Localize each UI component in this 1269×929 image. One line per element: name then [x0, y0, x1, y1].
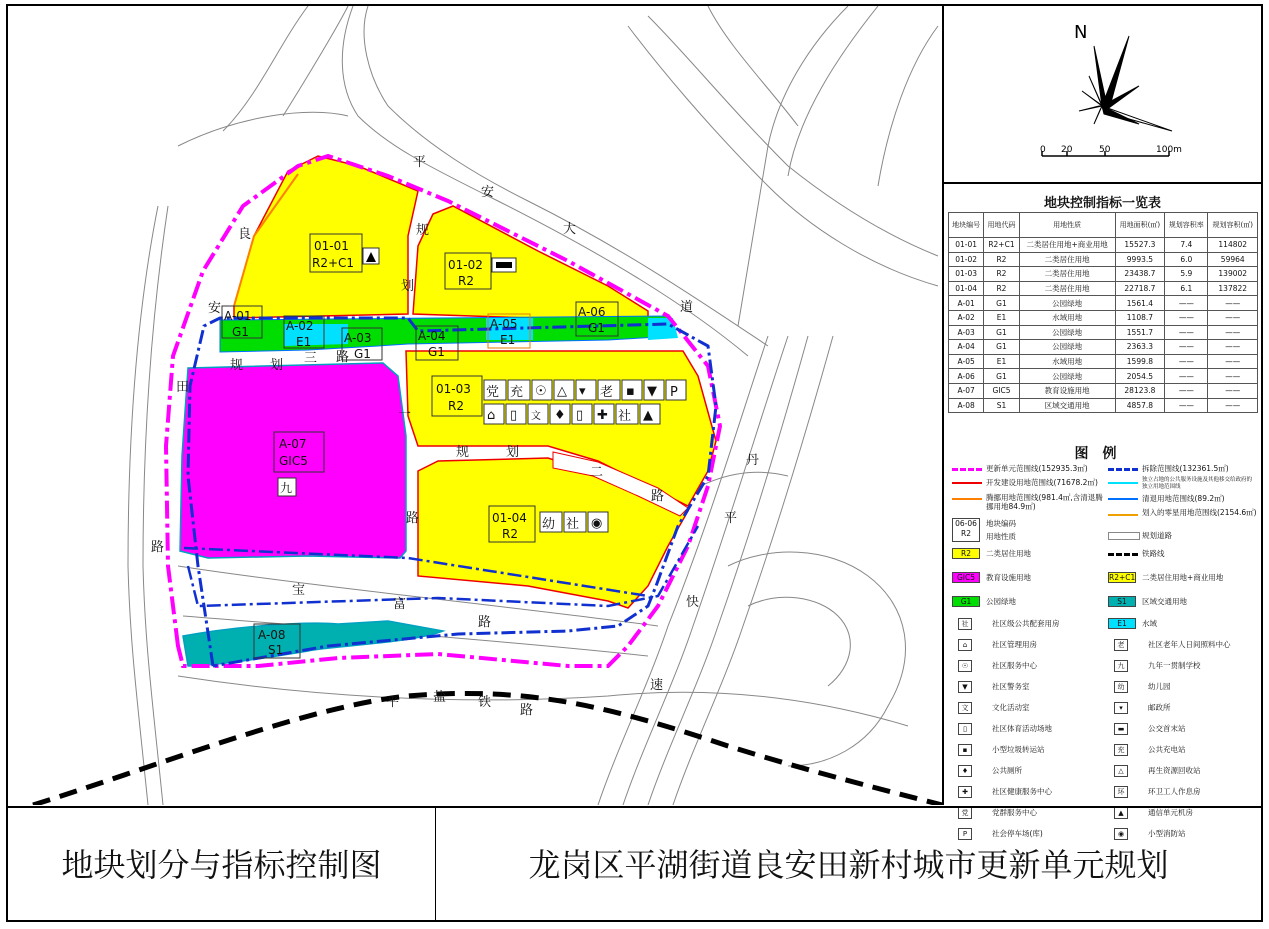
road-guihua3-4: 路 — [336, 350, 350, 365]
road-danping-3: 快 — [686, 595, 700, 610]
legend-facility-label: 文化活动室 — [992, 703, 1030, 712]
road-pingan-3: 大 — [563, 222, 577, 237]
toilet-icon: ♦ — [554, 408, 566, 423]
label-01-02-code: 01-02 — [448, 258, 483, 272]
table-cell: 1551.7 — [1115, 325, 1165, 340]
road-pingyan-3: 铁 — [478, 695, 492, 710]
facility-icons-0104 — [540, 512, 608, 532]
table-row — [949, 238, 1258, 253]
road-guihua1-1: 规 — [416, 223, 430, 238]
legend-landuse-label: 二类居住用地+商业用地 — [1142, 573, 1224, 582]
table-cell: R2+C1 — [984, 238, 1019, 253]
index-table — [948, 212, 1258, 413]
table-cell: —— — [1208, 296, 1258, 311]
table-cell: 1561.4 — [1115, 296, 1165, 311]
road-pingan-4: 道 — [680, 300, 694, 315]
table-cell: R2 — [984, 281, 1019, 296]
compass-rose — [944, 6, 1261, 182]
label-a04-use: G1 — [428, 345, 445, 359]
table-cell: 公园绿地 — [1019, 369, 1115, 384]
label-a07-use: GIC5 — [279, 454, 308, 468]
legend-facility-icon: 九 — [1114, 660, 1128, 672]
table-cell: —— — [1208, 354, 1258, 369]
road-liangan-2: 安 — [208, 301, 222, 316]
road-danping-1: 丹 — [746, 453, 760, 468]
legend-transfer-text: 腾挪用地范围线(981.4㎡,含清退腾挪用地84.9㎡) — [986, 493, 1103, 511]
table-cell: 23438.7 — [1115, 267, 1165, 282]
table-cell: 2054.5 — [1115, 369, 1165, 384]
legend-dev-line — [952, 482, 982, 484]
label-01-02-use: R2 — [458, 274, 474, 288]
label-01-01-use: R2+C1 — [312, 256, 355, 270]
table-cell: 15527.3 — [1115, 238, 1165, 253]
legend-facility-icon: ▲ — [1114, 807, 1128, 819]
road-danping-2: 平 — [724, 511, 738, 526]
road-liangan-1: 良 — [238, 227, 252, 242]
legend-demolition-text: 拆除范围线(132361.5㎡) — [1142, 464, 1229, 473]
table-cell: 公园绿地 — [1019, 296, 1115, 311]
table-cell: —— — [1165, 398, 1208, 413]
road-pingan-2: 安 — [481, 185, 495, 200]
legend-facility-icon: 环 — [1114, 786, 1128, 798]
table-header-2: 用地性质 — [1019, 213, 1115, 238]
legend-parcel-code-label: 地块编码 — [986, 519, 1016, 528]
road-danping-4: 速 — [650, 678, 664, 693]
road-liangan-4: 路 — [151, 540, 165, 555]
table-header-1: 用地代码 — [984, 213, 1019, 238]
legend-landuse-label: 二类居住用地 — [986, 549, 1031, 558]
legend-facility-icon: ▪ — [958, 744, 972, 756]
title-block — [8, 806, 1261, 922]
label-01-01-code: 01-01 — [314, 239, 349, 253]
table-cell: —— — [1208, 340, 1258, 355]
legend-facility-label: 九年一贯制学校 — [1148, 661, 1201, 670]
table-cell: —— — [1208, 369, 1258, 384]
table-row — [949, 281, 1258, 296]
table-cell: 水域用地 — [1019, 354, 1115, 369]
legend-facility-icon: ☉ — [958, 660, 972, 672]
road-guihua3-2: 划 — [270, 358, 284, 373]
police-icon: ▼ — [647, 384, 657, 399]
legend-landuse-swatch: GIC5 — [952, 572, 980, 583]
project-title: 龙岗区平湖街道良安田新村城市更新单元规划 — [528, 846, 1169, 884]
sports-field-icon-2: ▯ — [576, 408, 584, 423]
legend-facility-icon: P — [958, 828, 972, 840]
table-header-3: 用地面积(㎡) — [1115, 213, 1165, 238]
label-a08-code: A-08 — [258, 628, 286, 642]
table-row — [949, 310, 1258, 325]
table-cell: 01-03 — [949, 267, 984, 282]
table-cell: R2 — [984, 252, 1019, 267]
telecom-icon: ▲ — [643, 408, 653, 423]
road-pingyan-1: 平 — [386, 695, 400, 710]
school-icon: 九 — [280, 481, 293, 495]
table-cell: —— — [1165, 340, 1208, 355]
table-row — [949, 369, 1258, 384]
sports-field-icon: ▯ — [510, 408, 518, 423]
label-a05-use: E1 — [500, 333, 516, 347]
table-header-4: 规划容积率 — [1165, 213, 1208, 238]
table-cell: 01-01 — [949, 238, 984, 253]
road-pingan-1: 平 — [413, 155, 427, 170]
legend-facility-label: 幼儿园 — [1148, 682, 1171, 691]
table-cell: —— — [1165, 296, 1208, 311]
legend-facility-icon: ▼ — [958, 681, 972, 693]
table-cell: 公园绿地 — [1019, 340, 1115, 355]
legend-facility-label: 公共厕所 — [992, 766, 1022, 775]
label-a07-code: A-07 — [279, 437, 307, 451]
legend-facility-icon: 党 — [958, 807, 972, 819]
legend-landuse-swatch: E1 — [1108, 618, 1136, 629]
legend-landuse-swatch: R2 — [952, 548, 980, 559]
table-cell: 区域交通用地 — [1019, 398, 1115, 413]
legend-facility-icon: 幼 — [1114, 681, 1128, 693]
legend-facility-label: 社区管理用房 — [992, 640, 1037, 649]
legend-facility-label: 社区健康服务中心 — [992, 787, 1052, 796]
legend-scattered-text: 划入的零星用地范围线(2154.6㎡) — [1142, 508, 1257, 517]
label-01-04-use: R2 — [502, 527, 518, 541]
legend-public-line — [1108, 482, 1138, 484]
table-cell: —— — [1165, 325, 1208, 340]
table-row — [949, 354, 1258, 369]
legend-clear-line — [1108, 498, 1138, 500]
road-guihua3-1: 规 — [230, 358, 244, 373]
legend-facility-label: 社区服务中心 — [992, 661, 1037, 670]
legend-landuse-swatch: R2+C1 — [1109, 573, 1136, 582]
table-row — [949, 267, 1258, 282]
table-cell: G1 — [984, 369, 1019, 384]
legend-parcel-use-label: 用地性质 — [986, 532, 1016, 541]
legend-rail-label: 铁路线 — [1142, 549, 1165, 558]
table-cell: A-03 — [949, 325, 984, 340]
legend-facility-label: 社区体育活动场地 — [992, 724, 1052, 733]
table-cell: E1 — [984, 354, 1019, 369]
table-header-0: 地块编号 — [949, 213, 984, 238]
legend-scattered-line — [1108, 514, 1138, 516]
table-cell: 1108.7 — [1115, 310, 1165, 325]
table-cell: A-05 — [949, 354, 984, 369]
legend-rail-line — [1108, 553, 1138, 556]
road-guihua1-3: 一 — [398, 407, 412, 422]
table-row — [949, 252, 1258, 267]
table-row — [949, 296, 1258, 311]
bus-icon — [496, 262, 512, 268]
legend-parcel-code: 06-06 — [955, 519, 977, 528]
table-cell: 59964 — [1208, 252, 1258, 267]
legend-facility-label: 邮政所 — [1148, 703, 1171, 712]
table-cell: A-01 — [949, 296, 984, 311]
legend-transfer-line — [952, 498, 982, 500]
service-center-icon: ☉ — [535, 384, 547, 399]
table-row — [949, 398, 1258, 413]
scale-20: 20 — [1061, 145, 1073, 155]
legend-road-swatch — [1108, 532, 1140, 540]
management-icon: ⌂ — [487, 408, 496, 423]
label-a06-code: A-06 — [578, 305, 606, 319]
table-cell: G1 — [984, 340, 1019, 355]
legend-facility-label: 公交首末站 — [1148, 724, 1186, 733]
legend-facility-label: 小型消防站 — [1148, 829, 1186, 838]
road-guihua3-3: 三 — [304, 351, 318, 366]
table-cell: 28123.8 — [1115, 383, 1165, 398]
legend-renewal-line — [952, 468, 982, 471]
table-header-5: 规划容积(㎡) — [1208, 213, 1258, 238]
health-center-icon: ✚ — [597, 408, 608, 423]
legend-facility-icon: ▬ — [1114, 723, 1128, 735]
label-01-03-code: 01-03 — [436, 382, 471, 396]
legend-facility-icon: ✚ — [958, 786, 972, 798]
legend-facility-icon: 充 — [1114, 744, 1128, 756]
label-a03-use: G1 — [354, 347, 371, 361]
table-row — [949, 383, 1258, 398]
table-cell: —— — [1208, 310, 1258, 325]
parcel-01-01 — [234, 156, 418, 318]
label-01-03-use: R2 — [448, 399, 464, 413]
road-baofu-1: 宝 — [292, 583, 306, 598]
legend-facility-label: 小型垃圾转运站 — [992, 745, 1045, 754]
label-a08-use: S1 — [268, 643, 284, 657]
table-cell: G1 — [984, 296, 1019, 311]
table-cell: —— — [1208, 383, 1258, 398]
north-label: N — [1074, 22, 1088, 43]
legend-facility-icon: ♦ — [958, 765, 972, 777]
table-cell: 114802 — [1208, 238, 1258, 253]
road-baofu-2: 富 — [393, 597, 407, 612]
road-guihua2-3: 二 — [590, 465, 604, 480]
table-cell: 9993.5 — [1115, 252, 1165, 267]
legend-facility-icon: ⌂ — [958, 639, 972, 651]
legend-facility-icon: △ — [1114, 765, 1128, 777]
fire-station-icon: ◉ — [591, 516, 603, 531]
table-cell: 水域用地 — [1019, 310, 1115, 325]
rail-line — [33, 693, 942, 805]
elderly-care-icon: 老 — [600, 385, 614, 400]
legend-facility-label: 社区级公共配套用房 — [992, 619, 1060, 628]
legend-title: 图例 — [1074, 446, 1131, 462]
table-cell: 二类居住用地 — [1019, 267, 1115, 282]
road-pingyan-2: 盐 — [433, 690, 447, 705]
legend-landuse-label: 水域 — [1142, 619, 1157, 628]
label-a03-code: A-03 — [344, 331, 372, 345]
legend-facility-icon: 文 — [958, 702, 972, 714]
label-a01-use: G1 — [232, 325, 249, 339]
table-cell: 139002 — [1208, 267, 1258, 282]
legend-facility-label: 社区警务室 — [992, 682, 1030, 691]
recycle-icon: △ — [557, 384, 567, 399]
legend-renewal-text: 更新单元范围线(152935.3㎡) — [986, 464, 1088, 473]
scale-0: 0 — [1040, 145, 1046, 155]
table-cell: —— — [1165, 369, 1208, 384]
table-cell: 5.9 — [1165, 267, 1208, 282]
road-guihua1-4: 路 — [406, 511, 420, 526]
table-cell: A-06 — [949, 369, 984, 384]
legend-panel — [942, 6, 1261, 838]
road-guihua1-2: 划 — [401, 279, 415, 294]
road-guihua2-4: 路 — [651, 489, 665, 504]
post-office-icon: ▾ — [579, 384, 586, 399]
table-cell: 4857.8 — [1115, 398, 1165, 413]
north-arrow-box — [944, 6, 1261, 184]
table-cell: —— — [1165, 383, 1208, 398]
table-cell: R2 — [984, 267, 1019, 282]
table-cell: 二类居住用地 — [1019, 281, 1115, 296]
table-cell: E1 — [984, 310, 1019, 325]
kindergarten-icon: 幼 — [542, 517, 556, 532]
legend-landuse-label: 公园绿地 — [986, 597, 1016, 606]
community-icon-2: 社 — [566, 517, 580, 532]
legend-road-label: 规划道路 — [1142, 531, 1172, 540]
legend-demolition-line — [1108, 468, 1138, 471]
legend-clear-text: 清退用地范围线(89.2㎡) — [1142, 494, 1225, 503]
charging-icon: 充 — [510, 385, 524, 400]
legend-facility-icon: ▾ — [1114, 702, 1128, 714]
legend-landuse-swatch: S1 — [1108, 596, 1136, 607]
label-01-04-code: 01-04 — [492, 511, 527, 525]
table-cell: 22718.7 — [1115, 281, 1165, 296]
table-cell: 二类居住用地+商业用地 — [1019, 238, 1115, 253]
scale-100: 100m — [1156, 145, 1182, 155]
party-icon: 党 — [486, 385, 500, 400]
table-title: 地块控制指标一览表 — [1043, 196, 1161, 211]
road-liangan-3: 田 — [176, 380, 190, 395]
table-cell: GIC5 — [984, 383, 1019, 398]
legend-facility-icon: ▯ — [958, 723, 972, 735]
culture-room-icon: 文 — [531, 411, 541, 422]
label-a02-use: E1 — [296, 335, 312, 349]
legend-facility-label: 社区老年人日间照料中心 — [1148, 640, 1231, 649]
legend-facility-label: 再生资源回收站 — [1148, 766, 1201, 775]
legend-facility-icon: 社 — [958, 618, 972, 630]
legend-facility-label: 党群服务中心 — [992, 808, 1037, 817]
road-guihua2-2: 划 — [506, 445, 520, 460]
table-cell: S1 — [984, 398, 1019, 413]
table-cell: 137822 — [1208, 281, 1258, 296]
legend-facility-label: 环卫工人作息房 — [1148, 787, 1201, 796]
table-cell: 01-04 — [949, 281, 984, 296]
table-cell: 公园绿地 — [1019, 325, 1115, 340]
label-a06-use: G1 — [588, 321, 605, 335]
drawing-title: 地块划分与指标控制图 — [8, 808, 436, 922]
label-a05-code: A-05 — [490, 317, 518, 331]
table-cell: 6.1 — [1165, 281, 1208, 296]
table-row — [949, 340, 1258, 355]
table-cell: 教育设施用地 — [1019, 383, 1115, 398]
table-cell: 二类居住用地 — [1019, 252, 1115, 267]
legend-facility-label: 公共充电站 — [1148, 745, 1186, 754]
label-a01-code: A-01 — [224, 309, 252, 323]
label-a02-code: A-02 — [286, 319, 314, 333]
table-row — [949, 325, 1258, 340]
legend-parcel-sample — [952, 518, 980, 542]
legend-dev-text: 开发建设用地范围线(71678.2㎡) — [986, 478, 1098, 487]
legend-facility-label: 社会停车场(库) — [992, 829, 1043, 838]
scale-50: 50 — [1099, 145, 1111, 155]
parking-icon: P — [670, 385, 678, 400]
legend-landuse-label: 教育设施用地 — [986, 573, 1031, 582]
road-pingyan-4: 路 — [520, 703, 534, 718]
table-cell: —— — [1165, 310, 1208, 325]
table-cell: 01-02 — [949, 252, 984, 267]
legend-landuse-label: 区域交通用地 — [1142, 597, 1187, 606]
legend-facility-icon: ◉ — [1114, 828, 1128, 840]
table-cell: A-02 — [949, 310, 984, 325]
table-cell: G1 — [984, 325, 1019, 340]
table-cell: 2363.3 — [1115, 340, 1165, 355]
table-cell: A-07 — [949, 383, 984, 398]
legend-parcel-use: R2 — [961, 529, 971, 538]
road-baofu-3: 路 — [478, 615, 492, 630]
table-cell: 7.4 — [1165, 238, 1208, 253]
table-cell: A-08 — [949, 398, 984, 413]
table-cell: 6.0 — [1165, 252, 1208, 267]
legend-landuse-swatch: G1 — [952, 596, 980, 607]
table-cell: A-04 — [949, 340, 984, 355]
table-cell: —— — [1165, 354, 1208, 369]
label-a04-code: A-04 — [418, 329, 446, 343]
legend-facility-icon: 老 — [1114, 639, 1128, 651]
community-icon: 社 — [618, 409, 632, 424]
legend-public-text: 独立占地的公共服务设施及其他移交给政府的独立用地范围线 — [1142, 477, 1253, 490]
road-guihua2-1: 规 — [456, 445, 470, 460]
land-use-map — [8, 6, 942, 805]
table-cell: —— — [1208, 325, 1258, 340]
garbage-station-icon: ▪ — [626, 384, 635, 399]
table-cell: 1599.8 — [1115, 354, 1165, 369]
table-cell: —— — [1208, 398, 1258, 413]
legend-facility-label: 通信单元机房 — [1148, 808, 1193, 817]
